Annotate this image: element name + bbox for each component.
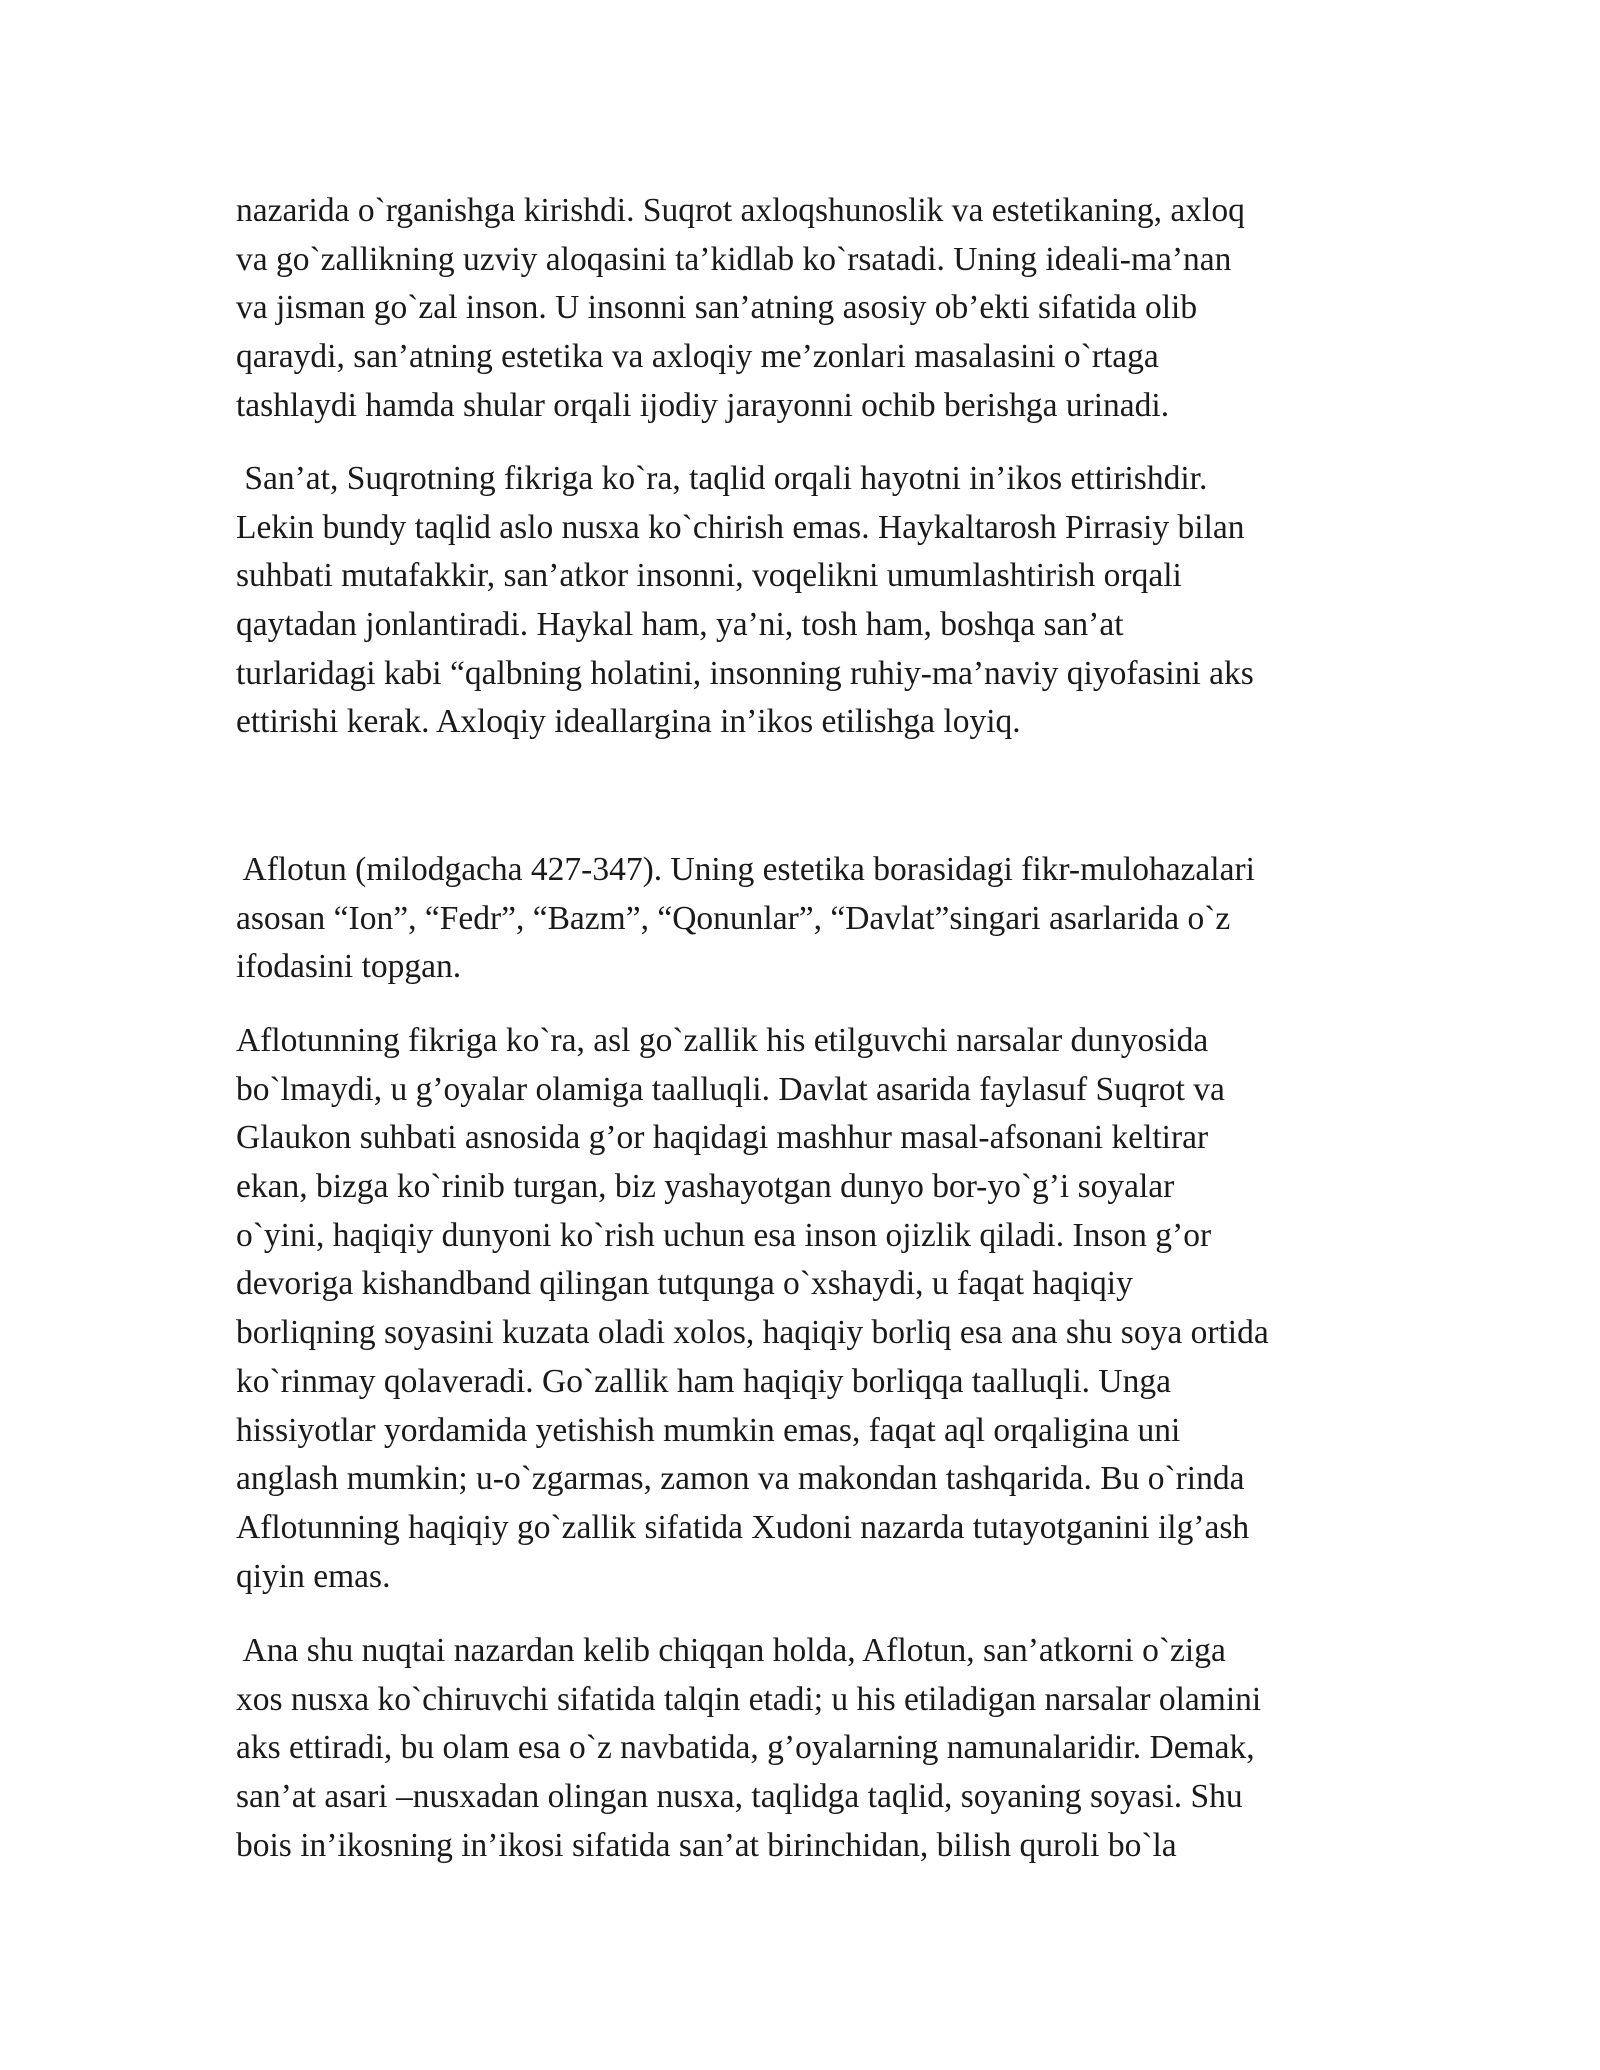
text-line: qiyin emas.: [236, 1557, 391, 1595]
text-line: va go`zallikning uzviy aloqasini ta’kidlab ko`rsatadi. Uning ideali-ma’nan: [236, 240, 1232, 278]
paragraph-5: [236, 1627, 1376, 1870]
text-line: xos nusxa ko`chiruvchi sifatida talqin etadi; u his etiladigan narsalar olamini: [236, 1680, 1262, 1718]
text-line: ifodasini topgan.: [236, 948, 462, 986]
text-line: Aflotunning fikriga ko`ra, asl go`zallik his etilguvchi narsalar dunyosida: [236, 1022, 1209, 1059]
text-line: ekan, bizga ko`rinib turgan, biz yashayotgan dunyo bor-yo`g’i soyalar: [236, 1168, 1175, 1206]
text-line: anglash mumkin; u-o`zgarmas, zamon va makondan tashqarida. Bu o`rinda: [236, 1460, 1245, 1498]
text-line: hissiyotlar yordamida yetishish mumkin emas, faqat aql orqaligina uni: [236, 1411, 1181, 1449]
text-line: Ana shu nuqtai nazardan kelib chiqqan holda, Aflotun, san’atkorni o`ziga: [236, 1632, 1226, 1669]
text-line: bois in’ikosning in’ikosi sifatida san’at birinchidan, bilish quroli bo`la: [236, 1826, 1177, 1864]
text-line: Aflotunning haqiqiy go`zallik sifatida Xudoni nazarda tutayotganini ilg’ash: [236, 1508, 1250, 1546]
text-line: turlaridagi kabi “qalbning holatini, insonning ruhiy-ma’naviy qiyofasini aks: [236, 654, 1254, 692]
text-line: Aflotun (milodgacha 427-347). Uning estetika borasidagi fikr-mulohazalari: [236, 851, 1255, 888]
text-line: bo`lmaydi, u g’oyalar olamiga taalluqli. Davlat asarida faylasuf Suqrot va: [236, 1070, 1225, 1108]
text-line: ettirishi kerak. Axloqiy ideallargina in’ikos etilishga loyiq.: [236, 703, 1021, 741]
text-line: va jisman go`zal inson. U insonni san’atning asosiy ob’ekti sifatida olib: [236, 289, 1198, 327]
text-line: San’at, Suqrotning fikriga ko`ra, taqlid orqali hayotni in’ikos ettirishdir.: [236, 460, 1208, 497]
text-line: borliqning soyasini kuzata oladi xolos, haqiqiy borliq esa ana shu soya ortida: [236, 1314, 1269, 1352]
text-line: qaytadan jonlantiradi. Haykal ham, ya’ni, tosh ham, boshqa san’at: [236, 606, 1124, 644]
paragraph-1: [236, 187, 1376, 430]
text-line: suhbati mutafakkir, san’atkor insonni, voqelikni umumlashtirish orqali: [236, 557, 1182, 595]
text-line: san’at asari –nusxadan olingan nusxa, taqlidga taqlid, soyaning soyasi. Shu: [236, 1778, 1243, 1816]
text-line: asosan “Ion”, “Fedr”, “Bazm”, “Qonunlar”, “Davlat”singari asarlarida o`z: [236, 899, 1231, 937]
text-line: o`yini, haqiqiy dunyoni ko`rish uchun esa inson ojizlik qiladi. Inson g’or: [236, 1216, 1212, 1254]
text-line: aks ettiradi, bu olam esa o`z navbatida, g’oyalarning namunalaridir. Demak,: [236, 1729, 1255, 1767]
text-line: devoriga kishandband qilingan tutqunga o`xshaydi, u faqat haqiqiy: [236, 1265, 1133, 1303]
text-line: ko`rinmay qolaveradi. Go`zallik ham haqiqiy borliqqa taalluqli. Unga: [236, 1362, 1171, 1400]
text-line: Glaukon suhbati asnosida g’or haqidagi mashhur masal-afsonani keltirar: [236, 1119, 1209, 1157]
paragraph-3: [236, 846, 1376, 992]
text-line: nazarida o`rganishga kirishdi. Suqrot axloqshunoslik va estetikaning, axloq: [236, 192, 1245, 229]
text-line: Lekin bundy taqlid aslo nusxa ko`chirish emas. Haykaltarosh Pirrasiy bilan: [236, 508, 1245, 546]
text-line: tashlaydi hamda shular orqali ijodiy jarayonni ochib berishga urinadi.: [236, 386, 1170, 424]
paragraph-2: [236, 455, 1376, 747]
paragraph-4: [236, 1017, 1376, 1601]
text-line: qaraydi, san’atning estetika va axloqiy me’zonlari masalasini o`rtaga: [236, 338, 1159, 376]
